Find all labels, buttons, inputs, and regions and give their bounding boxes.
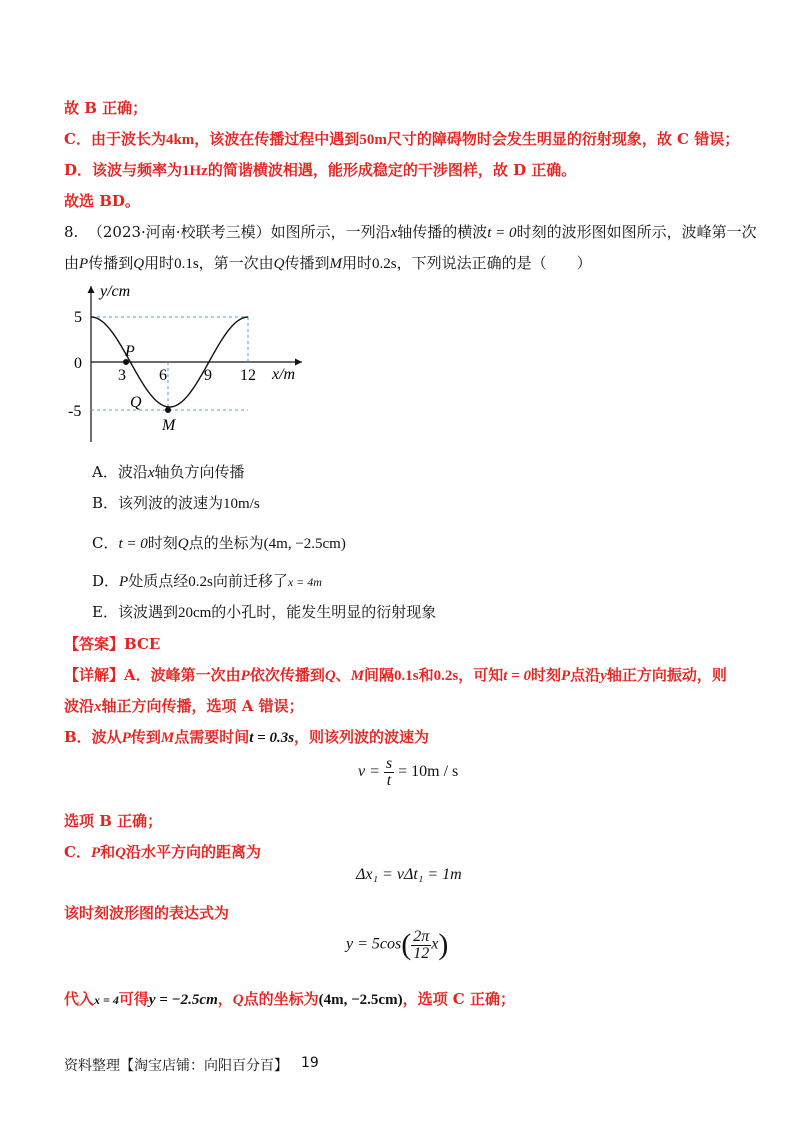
- math-value: 0.2s: [433, 668, 459, 684]
- math-var: P: [561, 668, 571, 684]
- text-seg: 沿水平方向的距离为: [125, 843, 261, 861]
- math-value: 1Hz: [182, 163, 208, 179]
- math-value: t = 0.3s: [249, 730, 295, 746]
- text-seg: 传播到: [88, 254, 134, 272]
- text-line-4: 故选 BD。: [64, 192, 140, 210]
- math-var: x: [94, 699, 102, 715]
- math-value: 20cm: [177, 605, 212, 621]
- eq-left: v =: [358, 763, 380, 781]
- math-value: 0.1s: [394, 668, 419, 684]
- math-var: Q: [232, 992, 244, 1008]
- math-var: M: [160, 730, 175, 746]
- y-tick-neg5: -5: [68, 403, 82, 420]
- text-seg: C．由于波长为: [64, 130, 166, 148]
- text-seg: 代入: [64, 990, 95, 1008]
- page-number: 19: [301, 1055, 319, 1071]
- question-line-1: [64, 221, 757, 244]
- x-tick-12: 12: [240, 367, 256, 384]
- paren-close: ): [438, 928, 449, 961]
- math-value: 50m: [359, 132, 387, 148]
- math-var: P: [240, 668, 250, 684]
- math-var: x: [390, 225, 398, 241]
- label-P: P: [125, 343, 135, 360]
- text-seg: 、: [335, 666, 351, 684]
- text-seg: 用时: [144, 254, 175, 272]
- text-seg: 轴正方向传播，选项 A 错误；: [101, 697, 304, 715]
- text-seg: ，该波在传播过程中遇到: [194, 130, 360, 148]
- text-seg: 轴正方向振动，则: [606, 666, 727, 684]
- wave-figure: [60, 280, 320, 445]
- math-var: Q: [133, 256, 145, 272]
- x-tick-3: 3: [118, 367, 126, 384]
- text-seg: A．波沿: [92, 463, 148, 481]
- math-var: Q: [324, 668, 336, 684]
- text-seg: 点需要时间: [174, 728, 250, 746]
- question-number: 8.: [64, 223, 79, 241]
- text-seg: 点沿: [570, 666, 601, 684]
- math-value: (4m, −2.5cm): [263, 536, 346, 552]
- text-seg: ，第一次由: [198, 254, 274, 272]
- y-axis-label: y/cm: [100, 283, 131, 300]
- eq-fraction: [411, 929, 431, 962]
- text-seg: 尺寸的障碍物时会发生明显的衍射现象，故 C 错误；: [386, 130, 740, 148]
- math-value: t = 0: [503, 668, 531, 684]
- eq-denominator: 12: [413, 944, 430, 962]
- math-value: 0.2s: [372, 256, 397, 272]
- option-C: [92, 532, 346, 555]
- text-seg: D．该波与频率为: [64, 161, 183, 179]
- label-M: M: [162, 417, 176, 434]
- label-Q: Q: [130, 394, 142, 411]
- text-seg: E．该波遇到: [92, 603, 178, 621]
- y-tick-0: 0: [74, 355, 82, 372]
- text-seg: B．该列波的波速为: [92, 494, 224, 512]
- math-var: x: [147, 465, 155, 481]
- text-line-3: [64, 159, 576, 182]
- eq-left: y = 5cos: [346, 935, 402, 953]
- text-seg: 处质点经: [128, 572, 189, 590]
- text-seg: 时刻的波形图如图所示，波峰第一次: [516, 223, 757, 241]
- x-tick-6: 6: [159, 367, 167, 384]
- text-seg: B．波从: [64, 728, 122, 746]
- text-seg: 的简谐横波相遇，能形成稳定的干涉图样，故 D 正确。: [207, 161, 577, 179]
- text-seg: 由: [64, 254, 80, 272]
- text-seg: ，选项 C 正确；: [402, 990, 515, 1008]
- text-seg: 向前迁移了: [212, 572, 288, 590]
- paren-open: (: [401, 928, 412, 961]
- text-seg: 轴传播的横波: [397, 223, 488, 241]
- answer-line: 【答案】BCE: [64, 635, 161, 653]
- math-var: P: [119, 574, 129, 590]
- text-seg: 【详解】A．波峰第一次由: [64, 666, 241, 684]
- text-seg: 和: [418, 666, 434, 684]
- option-D: [92, 570, 322, 593]
- x-axis-label: x/m: [272, 366, 296, 383]
- detail-line-3: [64, 726, 429, 749]
- equation-distance: Δx₁ = vΔt₁ = 1m: [356, 866, 462, 883]
- math-value: (4m, −2.5cm): [318, 992, 403, 1008]
- math-value: 10m/s: [223, 496, 260, 512]
- text-seg: C．: [92, 534, 119, 552]
- y-tick-5: 5: [74, 309, 82, 326]
- text-seg: 点的坐标为: [243, 990, 319, 1008]
- eq-right: = 10m / s: [398, 763, 459, 781]
- text-seg: 的小孔时，能发生明显的衍射现象: [211, 603, 437, 621]
- text-seg: 可得: [118, 990, 149, 1008]
- math-value: y = −2.5cm: [148, 992, 218, 1008]
- text-line-2: [64, 128, 739, 151]
- x-tick-9: 9: [204, 367, 212, 384]
- text-seg: 点的坐标为: [188, 534, 264, 552]
- text-seg: 和: [100, 843, 116, 861]
- eq-denominator: t: [386, 772, 392, 789]
- math-var: y: [600, 668, 607, 684]
- option-B: [92, 492, 260, 515]
- text-seg: 时刻: [530, 666, 561, 684]
- detail-line-1: [64, 664, 727, 687]
- eq-numerator: 2π: [413, 927, 430, 945]
- math-var: Q: [273, 256, 285, 272]
- text-seg: 时刻: [147, 534, 178, 552]
- text-seg: 波沿: [64, 697, 95, 715]
- text-seg: （2023·河南·校联考三模）如图所示，一列沿: [87, 223, 391, 241]
- math-var: P: [90, 845, 101, 861]
- detail-line-4: 选项 B 正确；: [64, 812, 163, 830]
- math-value: t = 0: [487, 225, 517, 241]
- math-var: M: [350, 668, 365, 684]
- detail-line-7: [64, 988, 515, 1011]
- eq-var: x: [431, 935, 439, 953]
- math-var: Q: [115, 845, 126, 861]
- math-var: P: [121, 730, 131, 746]
- text-seg: 轴负方向传播: [154, 463, 245, 481]
- math-value: 0.2s: [188, 574, 213, 590]
- math-var: P: [79, 256, 89, 272]
- text-line-1: 故 B 正确；: [64, 99, 148, 117]
- text-seg: D．: [92, 572, 120, 590]
- detail-line-5: [64, 841, 261, 864]
- option-E: [92, 601, 436, 624]
- text-seg: ，下列说法正确的是（ ）: [396, 254, 592, 272]
- option-A: [92, 461, 245, 484]
- detail-line-2: [64, 695, 304, 718]
- detail-line-6: 该时刻波形图的表达式为: [64, 904, 230, 922]
- eq-numerator: s: [385, 755, 393, 772]
- text-seg: 传播到: [284, 254, 330, 272]
- math-var: M: [329, 256, 343, 272]
- math-value: x = 4: [94, 993, 119, 1007]
- point-M-dot: [165, 407, 171, 413]
- text-seg: ，: [217, 990, 233, 1008]
- text-seg: ，则该列波的波速为: [294, 728, 430, 746]
- math-value: 4km: [165, 132, 195, 148]
- math-var: Q: [177, 536, 189, 552]
- text-seg: 用时: [342, 254, 373, 272]
- equation-wave: [346, 928, 448, 962]
- text-seg: C．: [64, 843, 91, 861]
- text-seg: ，可知: [458, 666, 504, 684]
- footer-text: 资料整理【淘宝店铺：向阳百分百】: [64, 1058, 288, 1074]
- math-value: x = 4m: [287, 575, 322, 589]
- text-seg: 传到: [130, 728, 161, 746]
- question-line-2: [64, 252, 592, 275]
- text-seg: 依次传播到: [249, 666, 325, 684]
- math-value: 0.1s: [174, 256, 199, 272]
- eq-fraction: [384, 756, 394, 789]
- equation-velocity: [358, 756, 458, 789]
- math-value: t = 0: [118, 536, 148, 552]
- text-seg: 间隔: [364, 666, 395, 684]
